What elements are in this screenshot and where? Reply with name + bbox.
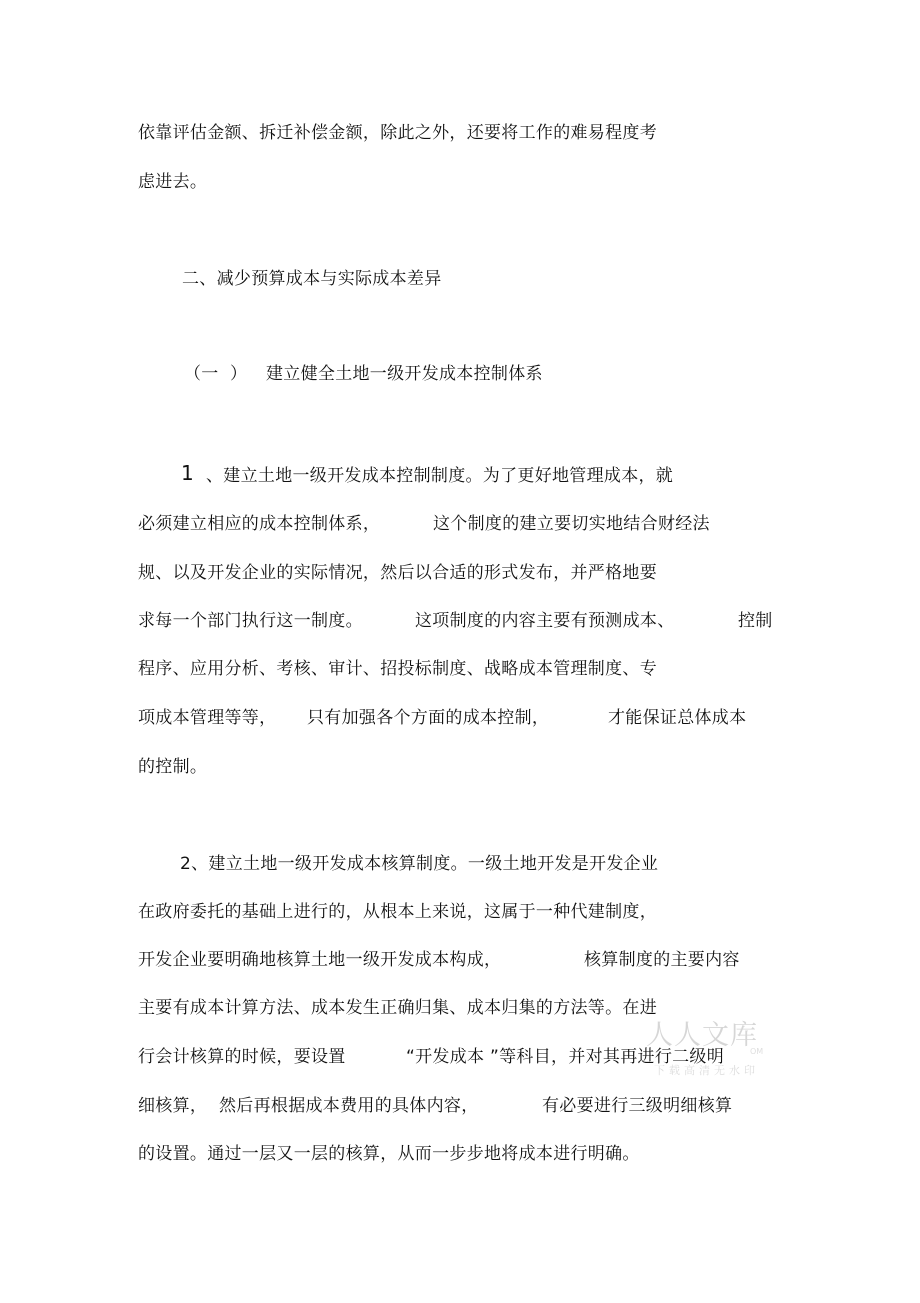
section-heading: 二、减少预算成本与实际成本差异 xyxy=(182,269,442,289)
body-line: 虑进去。 xyxy=(138,172,208,192)
body-text: 行会计核算的时候，要设置 xyxy=(138,1047,346,1067)
body-text: “开发成本 ”等科目，并对其再进行二级明 xyxy=(406,1047,725,1067)
body-line: 程序、应用分析、考核、审计、招投标制度、战略成本管理制度、专 xyxy=(138,659,657,679)
subsection-heading xyxy=(184,363,543,451)
body-text: 这个制度的建立要切实地结合财经法 xyxy=(433,514,710,534)
watermark-subtitle: 下载高清无水印 xyxy=(654,1064,759,1077)
item-number: 1 xyxy=(181,461,195,485)
watermark-domain: OM xyxy=(750,1047,764,1056)
body-text: 细核算， xyxy=(138,1096,208,1116)
body-line: 主要有成本计算方法、成本发生正确归集、成本归集的方法等。在进 xyxy=(138,998,657,1018)
body-text: 然后再根据成本费用的具体内容， xyxy=(219,1096,479,1116)
body-text: 才能保证总体成本 xyxy=(608,708,747,728)
watermark-logo xyxy=(646,1013,774,1083)
subsection-title: 建立健全土地一级开发成本控制体系 xyxy=(266,364,543,384)
body-line: 的设置。通过一层又一层的核算，从而一步步地将成本进行明确。 xyxy=(138,1144,640,1164)
body-text: 有必要进行三级明细核算 xyxy=(542,1096,733,1116)
body-text: 核算制度的主要内容 xyxy=(584,950,740,970)
body-text: 这项制度的内容主要有预测成本、 xyxy=(415,611,675,631)
body-text: 求每一个部门执行这一制度。 xyxy=(138,611,363,631)
watermark-title: 人人文库 xyxy=(646,1020,758,1051)
body-text: 只有加强各个方面的成本控制， xyxy=(307,708,550,728)
body-text: 控制 xyxy=(738,611,773,631)
body-line: 的控制。 xyxy=(138,757,208,777)
body-text: 开发企业要明确地核算土地一级开发成本构成， xyxy=(138,950,502,970)
body-line: 在政府委托的基础上进行的，从根本上来说，这属于一种代建制度， xyxy=(138,902,657,922)
body-line: 依靠评估金额、拆迁补偿金额，除此之外，还要将工作的难易程度考 xyxy=(138,123,657,143)
body-line: 2、建立土地一级开发成本核算制度。一级土地开发是开发企业 xyxy=(180,854,659,874)
body-text: 项成本管理等等， xyxy=(138,708,277,728)
body-text: 必须建立相应的成本控制体系， xyxy=(138,514,381,534)
body-line: 规、以及开发企业的实际情况，然后以合适的形式发布，并严格地要 xyxy=(138,563,657,583)
subsection-number: （一 ） xyxy=(184,364,248,384)
body-text: 、建立土地一级开发成本控制制度。为了更好地管理成本，就 xyxy=(206,466,674,486)
